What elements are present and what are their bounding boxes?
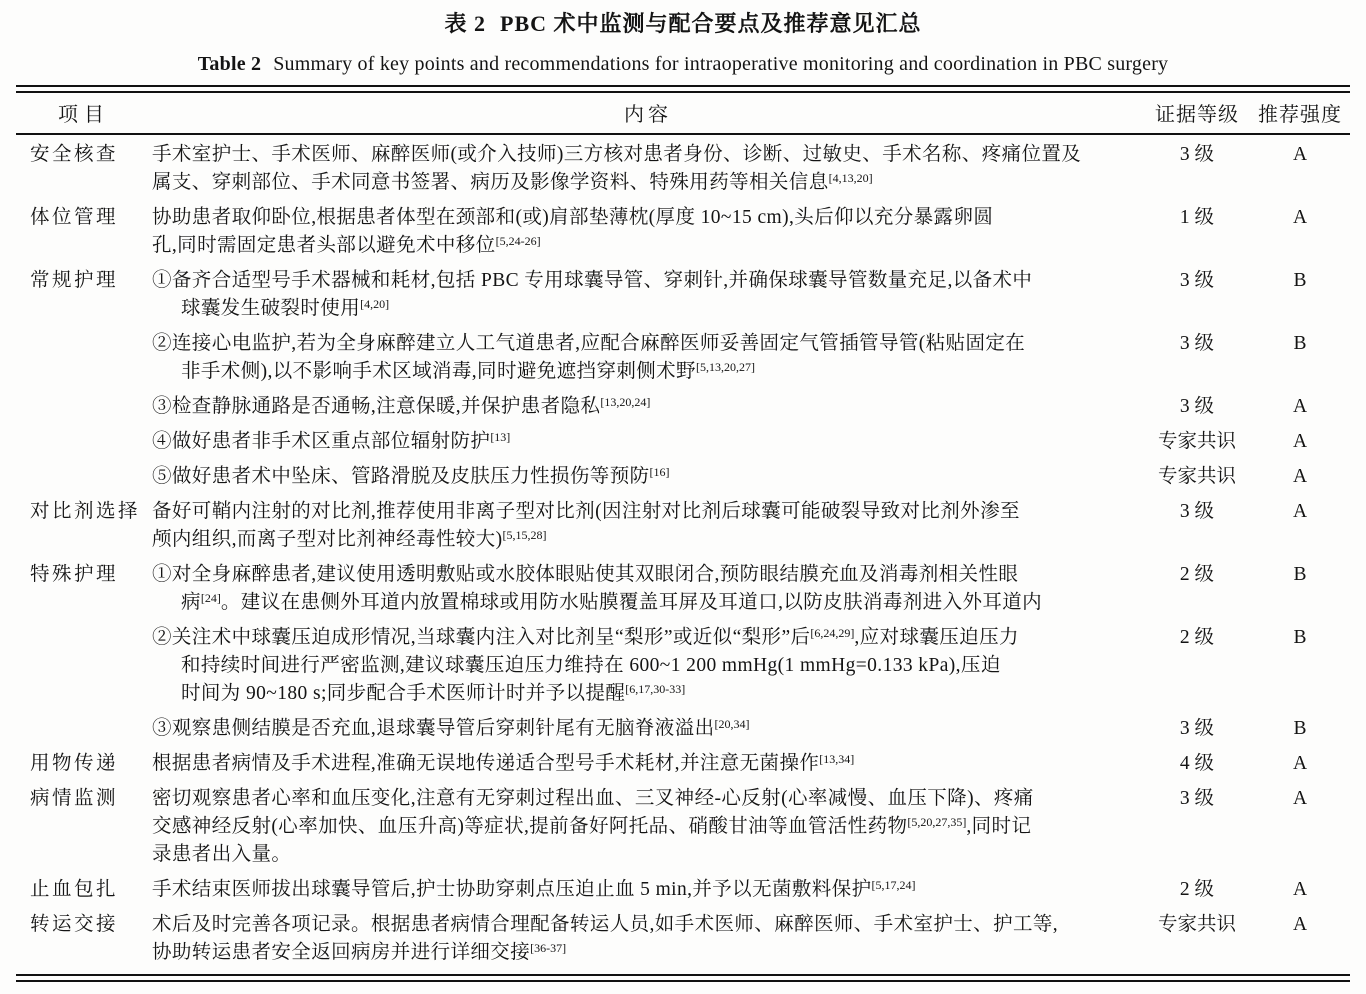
col-header-content: 内容 [624, 104, 672, 126]
citation-ref: [5,15,28] [502, 527, 547, 542]
row-content [152, 498, 1144, 554]
citation-ref: [5,17,24] [871, 877, 916, 892]
evidence-grade: 专家共识 [1157, 913, 1236, 935]
table-title-en-text: Summary of key points and recommendations for intraoperative monitoring and coordination in PBC surgery [273, 53, 1169, 75]
recommendation-strength: B [1293, 269, 1307, 291]
content-line: 时间为 90~180 s;同步配合手术医师计时并予以提醒[6,17,30-33] [181, 681, 686, 704]
content-line: ③检查静脉通路是否通畅,注意保暖,并保护患者隐私[13,20,24] [152, 394, 651, 417]
top-double-rule [16, 85, 1350, 93]
recommendation-strength: A [1292, 143, 1308, 165]
table-title-en-label: Table 2 [197, 53, 262, 75]
table-title-en [0, 53, 1366, 76]
table-row [16, 200, 1350, 263]
evidence-grade: 3 级 [1179, 269, 1215, 291]
row-content [152, 204, 1144, 260]
evidence-grade: 2 级 [1179, 626, 1215, 648]
citation-ref: [13] [490, 429, 511, 444]
recommendation-strength: A [1292, 206, 1308, 228]
row-item-label: 体位管理 [30, 206, 119, 228]
row-item-label: 用物传递 [30, 752, 119, 774]
recommendation-strength: B [1293, 626, 1307, 648]
evidence-grade: 3 级 [1179, 143, 1215, 165]
evidence-grade: 3 级 [1179, 787, 1215, 809]
citation-ref: [5,24-26] [495, 233, 541, 248]
citation-ref: [16] [649, 464, 670, 479]
evidence-grade: 3 级 [1179, 395, 1215, 417]
content-line: ⑤做好患者术中坠床、管路滑脱及皮肤压力性损伤等预防[16] [152, 464, 670, 487]
evidence-grade: 专家共识 [1157, 465, 1236, 487]
row-item-label: 止血包扎 [30, 878, 119, 900]
citation-ref: [6,17,30-33] [625, 681, 686, 696]
table-row [16, 137, 1350, 200]
table-row [16, 459, 1350, 494]
evidence-grade: 2 级 [1179, 878, 1215, 900]
row-item-label: 安全核查 [30, 143, 119, 165]
table-row [16, 263, 1350, 326]
table-row [16, 557, 1350, 620]
table-row [16, 389, 1350, 424]
row-content [152, 624, 1144, 708]
table-row [16, 494, 1350, 557]
evidence-grade: 4 级 [1179, 752, 1215, 774]
citation-ref: [20,34] [714, 716, 750, 731]
content-line: 密切观察患者心率和血压变化,注意有无穿刺过程出血、三叉神经-心反射(心率减慢、血压下降)、疼痛 [152, 787, 1034, 809]
evidence-grade: 专家共识 [1157, 430, 1236, 452]
row-item-label: 转运交接 [30, 913, 119, 935]
row-content [152, 561, 1144, 617]
recommendation-strength: B [1293, 563, 1307, 585]
row-content [152, 428, 1144, 456]
content-line: 协助患者取仰卧位,根据患者体型在颈部和(或)肩部垫薄枕(厚度 10~15 cm),头后仰以充分暴露卵圆 [152, 206, 994, 228]
recommendation-strength: B [1293, 332, 1307, 354]
content-line: ②关注术中球囊压迫成形情况,当球囊内注入对比剂呈“梨形”或近似“梨形”后[6,24,29],应对球囊压迫压力 [152, 625, 1019, 648]
citation-ref: [4,13,20] [828, 170, 873, 185]
citation-ref: [5,13,20,27] [695, 359, 755, 374]
table-row [16, 746, 1350, 781]
table-row [16, 907, 1350, 970]
row-content [152, 267, 1144, 323]
row-content [152, 463, 1144, 491]
citation-ref: [6,24,29] [810, 625, 855, 640]
recommendation-strength: B [1293, 717, 1307, 739]
evidence-grade: 1 级 [1179, 206, 1215, 228]
content-line: 根据患者病情及手术进程,准确无误地传递适合型号手术耗材,并注意无菌操作[13,34] [152, 751, 855, 774]
row-content [152, 330, 1144, 386]
content-line: ④做好患者非手术区重点部位辐射防护[13] [152, 429, 511, 452]
table-row [16, 781, 1350, 872]
content-line: 交感神经反射(心率加快、血压升高)等症状,提前备好阿托品、硝酸甘油等血管活性药物[5,20,27,35],同时记 [152, 814, 1032, 837]
table-row [16, 424, 1350, 459]
content-line: 备好可鞘内注射的对比剂,推荐使用非离子型对比剂(因注射对比剂后球囊可能破裂导致对比剂外渗至 [152, 500, 1020, 522]
content-line: 录患者出入量。 [152, 843, 292, 865]
col-header-item: 项目 [58, 104, 110, 126]
row-content [152, 393, 1144, 421]
row-item-label: 特殊护理 [30, 563, 119, 585]
content-line: 孔,同时需固定患者头部以避免术中移位[5,24-26] [152, 233, 541, 256]
table-row [16, 620, 1350, 711]
recommendation-strength: A [1292, 787, 1308, 809]
col-header-evidence: 证据等级 [1155, 104, 1239, 126]
row-content [152, 911, 1144, 967]
row-item-label: 常规护理 [30, 269, 119, 291]
citation-ref: [4,20] [360, 296, 390, 311]
recommendation-strength: A [1292, 913, 1308, 935]
table-title-cn-text: PBC 术中监测与配合要点及推荐意见汇总 [500, 11, 922, 36]
content-line: ①备齐合适型号手术器械和耗材,包括 PBC 专用球囊导管、穿刺针,并确保球囊导管数量充足,以备术中 [152, 269, 1033, 291]
table-title-cn [0, 0, 1366, 38]
content-line: 属支、穿刺部位、手术同意书签署、病历及影像学资料、特殊用药等相关信息[4,13,20] [152, 170, 873, 193]
row-content [152, 876, 1144, 904]
evidence-grade: 3 级 [1179, 717, 1215, 739]
table-row [16, 711, 1350, 746]
recommendation-strength: A [1292, 465, 1308, 487]
evidence-grade: 2 级 [1179, 563, 1215, 585]
evidence-grade: 3 级 [1179, 332, 1215, 354]
citation-ref: [36-37] [530, 940, 567, 955]
row-content [152, 785, 1144, 869]
table-row [16, 872, 1350, 907]
content-line: ③观察患侧结膜是否充血,退球囊导管后穿刺针尾有无脑脊液溢出[20,34] [152, 716, 750, 739]
recommendation-strength: A [1292, 500, 1308, 522]
row-content [152, 715, 1144, 743]
content-line: 手术结束医师拔出球囊导管后,护士协助穿刺点压迫止血 5 min,并予以无菌敷料保护[5,17,24] [152, 877, 916, 900]
row-item-label: 病情监测 [30, 787, 119, 809]
citation-ref: [24] [200, 590, 221, 605]
citation-ref: [13,34] [819, 751, 855, 766]
table-header-row [16, 93, 1350, 133]
content-line: ①对全身麻醉患者,建议使用透明敷贴或水胶体眼贴使其双眼闭合,预防眼结膜充血及消毒剂相关性眼 [152, 563, 1019, 585]
content-line: 和持续时间进行严密监测,建议球囊压迫压力维持在 600~1 200 mmHg(1 mmHg=0.133 kPa),压迫 [181, 654, 1001, 676]
recommendation-strength: A [1292, 395, 1308, 417]
content-line: 球囊发生破裂时使用[4,20] [181, 296, 390, 319]
table-title-cn-label: 表 2 [444, 11, 486, 36]
content-line: ②连接心电监护,若为全身麻醉建立人工气道患者,应配合麻醉医师妥善固定气管插管导管(粘贴固定在 [152, 332, 1026, 354]
row-content [152, 141, 1144, 197]
table-body [16, 135, 1350, 974]
content-line: 协助转运患者安全返回病房并进行详细交接[36-37] [152, 940, 567, 963]
row-content [152, 750, 1144, 778]
table [16, 85, 1350, 982]
bottom-double-rule [16, 974, 1350, 982]
table-row [16, 326, 1350, 389]
content-line: 病[24]。建议在患侧外耳道内放置棉球或用防水贴膜覆盖耳屏及耳道口,以防皮肤消毒剂进入外耳道内 [181, 590, 1043, 613]
recommendation-strength: A [1292, 878, 1308, 900]
recommendation-strength: A [1292, 752, 1308, 774]
row-item-label: 对比剂选择 [30, 500, 141, 522]
citation-ref: [5,20,27,35] [907, 814, 967, 829]
content-line: 术后及时完善各项记录。根据患者病情合理配备转运人员,如手术医师、麻醉医师、手术室护士、护工等, [152, 913, 1059, 935]
content-line: 手术室护士、手术医师、麻醉医师(或介入技师)三方核对患者身份、诊断、过敏史、手术名称、疼痛位置及 [152, 143, 1082, 165]
col-header-strength: 推荐强度 [1258, 104, 1342, 126]
content-line: 非手术侧),以不影响手术区域消毒,同时避免遮挡穿刺侧术野[5,13,20,27] [181, 359, 755, 382]
content-line: 颅内组织,而离子型对比剂神经毒性较大)[5,15,28] [152, 527, 547, 550]
evidence-grade: 3 级 [1179, 500, 1215, 522]
citation-ref: [13,20,24] [600, 394, 651, 409]
recommendation-strength: A [1292, 430, 1308, 452]
